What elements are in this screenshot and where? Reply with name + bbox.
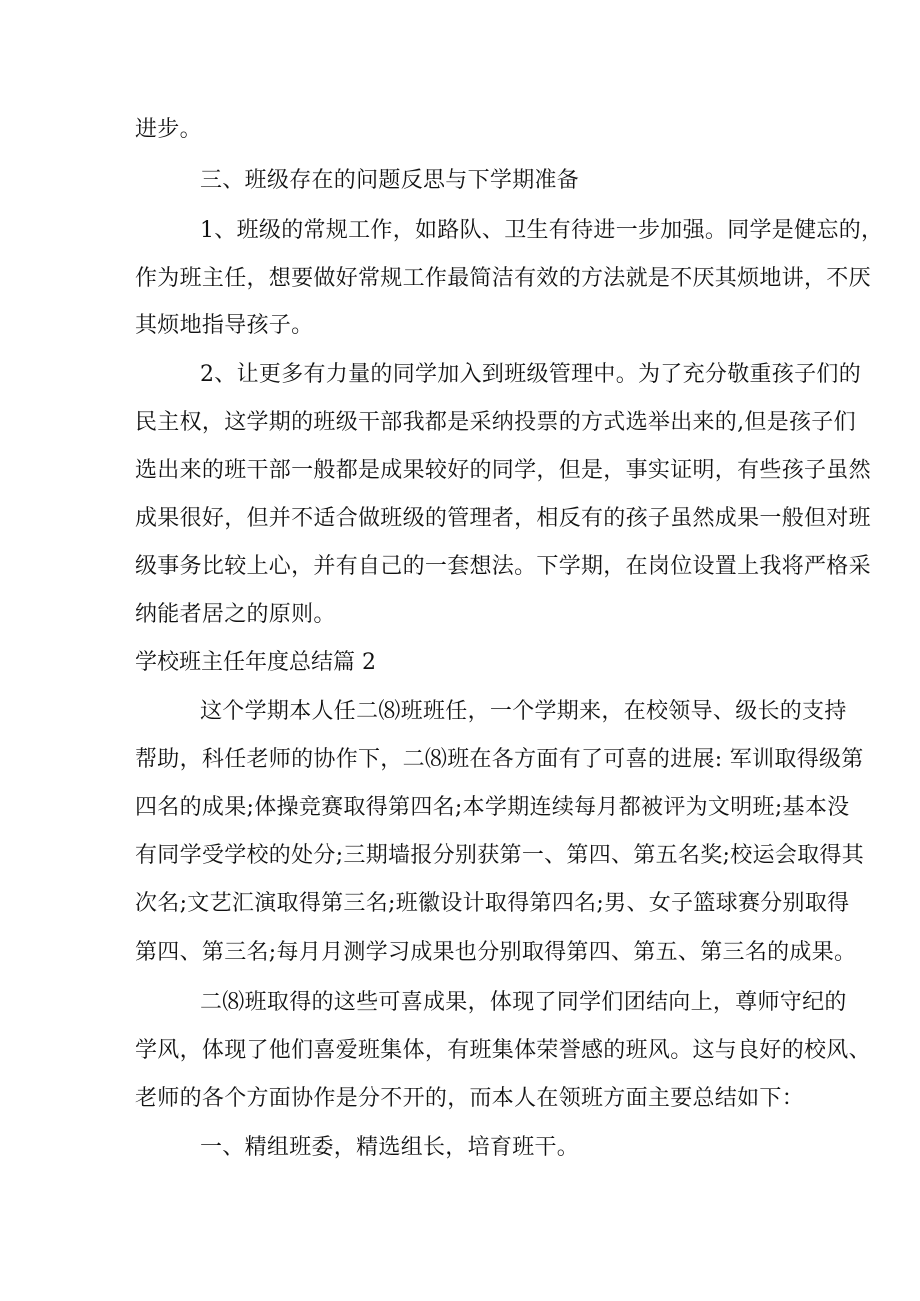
paragraph-line: 2、让更多有力量的同学加入到班级管理中。为了充分敬重孩子们的 — [200, 362, 861, 387]
paragraph-line: 第四、第三名;每月月测学习成果也分别取得第四、第五、第三名的成果。 — [135, 940, 857, 965]
paragraph-line: 级事务比较上心，并有自己的一套想法。下学期，在岗位设置上我将严格采 — [135, 554, 871, 579]
section-heading: 三、班级存在的问题反思与下学期准备 — [200, 168, 580, 193]
paragraph-line: 四名的成果;体操竞赛取得第四名;本学期连续每月都被评为文明班;基本没 — [135, 795, 850, 820]
paragraph-line: 其烦地指导孩子。 — [135, 313, 314, 338]
article-title: 学校班主任年度总结篇 2 — [135, 650, 376, 675]
paragraph-line: 1、班级的常规工作，如路队、卫生有待进一步加强。同学是健忘的， — [200, 218, 884, 243]
paragraph-line: 次名;文艺汇演取得第三名;班徽设计取得第四名;男、女子篮球赛分别取得 — [135, 891, 850, 916]
paragraph-line: 有同学受学校的处分;三期墙报分别获第一、第四、第五名奖;校运会取得其 — [135, 843, 865, 868]
paragraph-line: 这个学期本人任二⑻班班任，一个学期来，在校领导、级长的支持 — [200, 699, 847, 724]
paragraph-line: 老师的各个方面协作是分不开的，而本人在领班方面主要总结如下： — [135, 1086, 805, 1111]
paragraph-line: 作为班主任，想要做好常规工作最简洁有效的方法就是不厌其烦地讲，不厌 — [135, 266, 871, 291]
paragraph-line: 学风，体现了他们喜爱班集体，有班集体荣誉感的班风。这与良好的校风、 — [135, 1038, 871, 1063]
paragraph-line: 选出来的班干部一般都是成果较好的同学，但是，事实证明，有些孩子虽然 — [135, 458, 871, 483]
paragraph-line: 民主权，这学期的班级干部我都是采纳投票的方式选举出来的,但是孩子们 — [135, 410, 856, 435]
paragraph-line: 二⑻班取得的这些可喜成果，体现了同学们团结向上，尊师守纪的 — [200, 990, 847, 1015]
paragraph-line: 进步。 — [135, 117, 202, 142]
paragraph-line: 成果很好，但并不适合做班级的管理者，相反有的孩子虽然成果一般但对班 — [135, 506, 871, 531]
paragraph-line: 帮助，科任老师的协作下，二⑻班在各方面有了可喜的进展: 军训取得级第 — [135, 747, 864, 772]
paragraph-line: 纳能者居之的原则。 — [135, 602, 336, 627]
section-heading: 一、精组班委，精选组长，培育班干。 — [200, 1135, 580, 1160]
